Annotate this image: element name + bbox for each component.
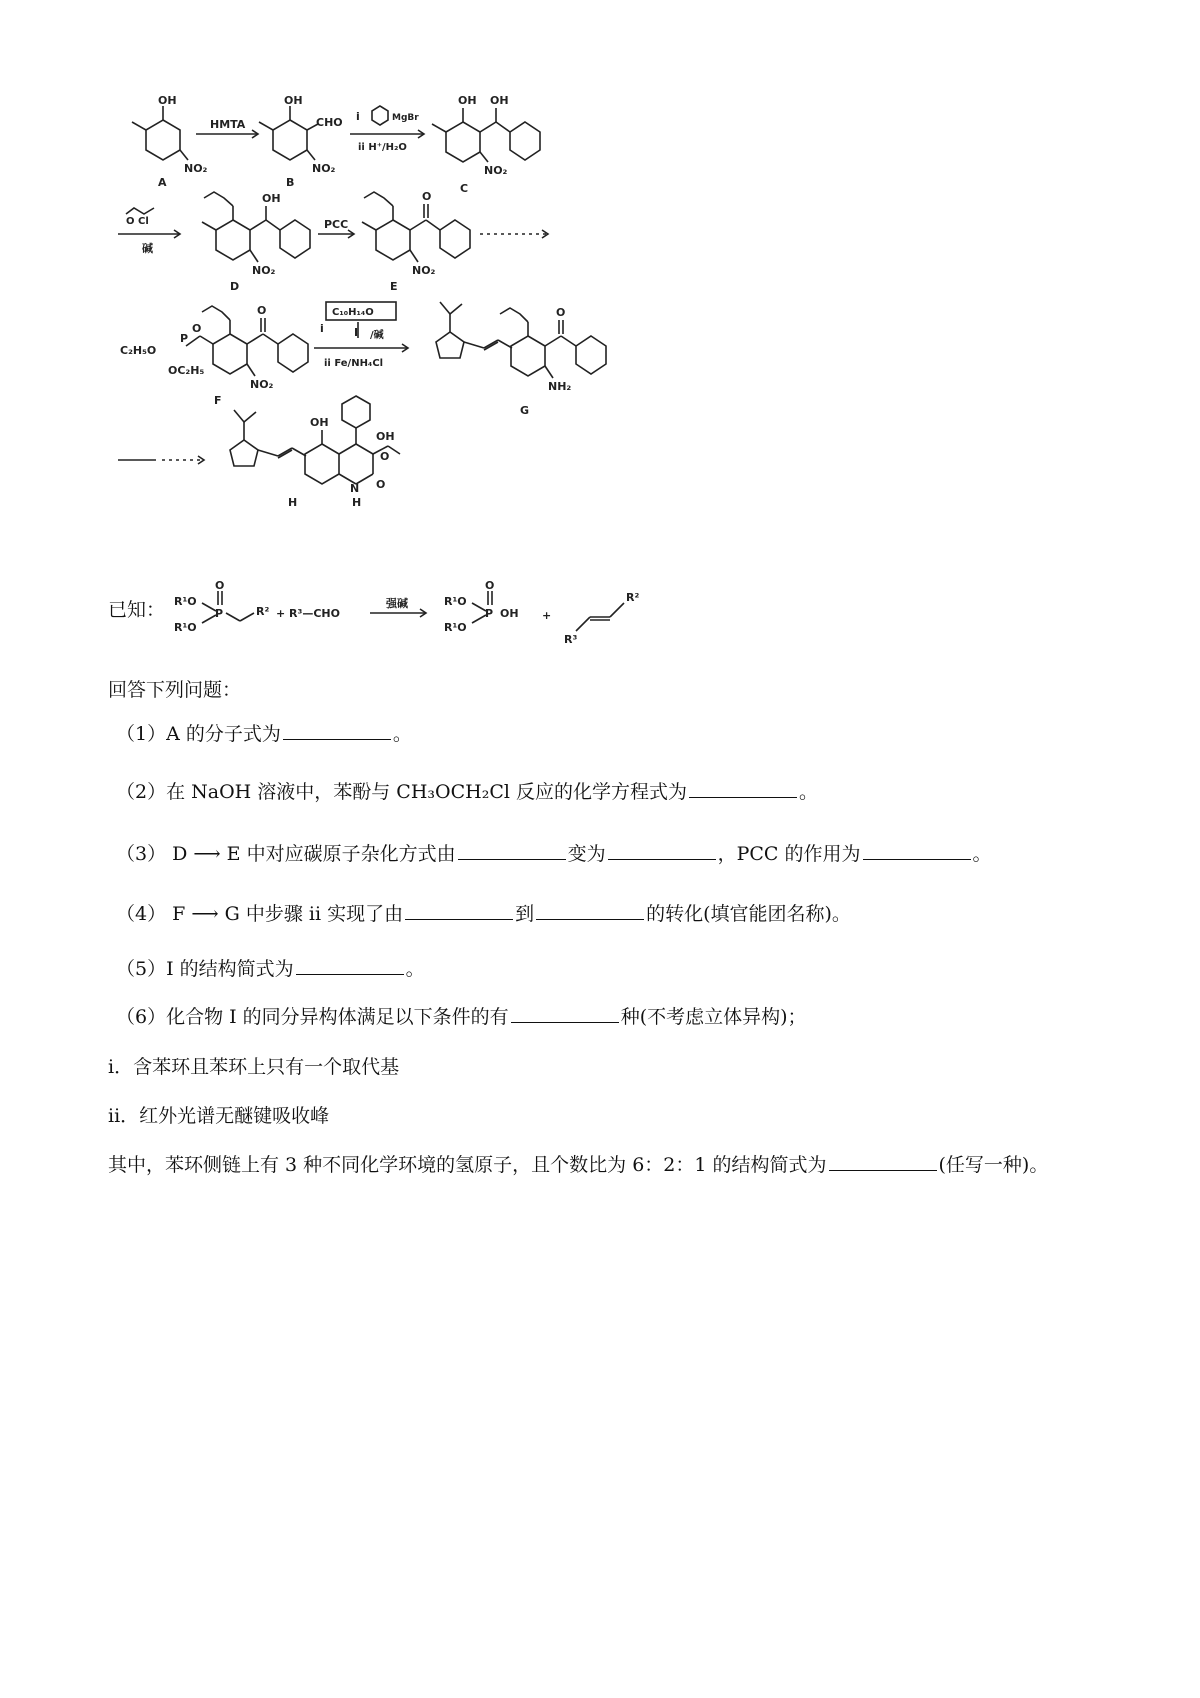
question-3 <box>116 840 992 868</box>
compound-a-label: A <box>158 176 167 189</box>
o-label-e: O <box>422 190 432 203</box>
question-4-text-b: 到 <box>515 903 535 925</box>
question-2 <box>116 778 818 806</box>
compound-g-label: G <box>520 404 530 417</box>
known-aldehyde: + R³—CHO <box>276 607 340 620</box>
answer-blank-2[interactable] <box>689 779 797 798</box>
n-label-h: N <box>350 482 360 495</box>
reagent-base-fg: /碱 <box>370 330 384 341</box>
compound-c-label: C <box>460 182 469 195</box>
answer-blank-3b[interactable] <box>608 841 716 860</box>
oc2h5-label-f: OC₂H₅ <box>168 364 205 377</box>
question-3-end: 。 <box>972 843 992 865</box>
carbonyl-o-label-h: O <box>376 478 386 491</box>
no2-label-a: NO₂ <box>184 162 208 175</box>
oh-label-h1: OH <box>310 416 329 429</box>
reagent-mom-cl: O Cl <box>126 216 149 227</box>
oh-label-h2: OH <box>376 430 395 443</box>
reagent-base: 碱 <box>142 242 153 255</box>
synthesis-route-figure <box>118 92 678 562</box>
reaction-scheme <box>118 92 678 562</box>
known-reaction-figure <box>160 575 660 655</box>
c2h5o-label-f: C₂H₅O <box>120 344 157 357</box>
known-alkene-r3: R³ <box>564 633 578 646</box>
compound-d-label: D <box>230 280 240 293</box>
question-1-text: （1）A 的分子式为 <box>116 723 281 745</box>
ketone-o-label-f: O <box>257 304 267 317</box>
reagent-c10h14o: C₁₀H₁₄O <box>332 307 374 318</box>
known-product-r1o-bottom: R¹O <box>444 621 467 634</box>
p-label-f: P <box>180 332 189 345</box>
reagent-acid-water: ii H⁺/H₂O <box>358 142 407 153</box>
question-3-text-b: 变为 <box>567 843 606 865</box>
ketone-o-label-g: O <box>556 306 566 319</box>
no2-label-b: NO₂ <box>312 162 336 175</box>
known-product-oh: OH <box>500 607 519 620</box>
question-5-end: 。 <box>405 958 425 980</box>
no2-label-f: NO₂ <box>250 378 274 391</box>
answer-blank-4a[interactable] <box>405 901 513 920</box>
question-5 <box>116 955 425 983</box>
known-product-o: O <box>485 579 495 592</box>
known-alkene-r2: R² <box>626 591 640 604</box>
question-1 <box>116 720 412 748</box>
no2-label-d: NO₂ <box>252 264 276 277</box>
no2-label-c: NO₂ <box>484 164 508 177</box>
answer-blank-4b[interactable] <box>536 901 644 920</box>
question-final <box>108 1151 1048 1179</box>
question-6-end: 种(不考虑立体异构)； <box>620 1006 807 1028</box>
known-o: O <box>215 579 225 592</box>
no2-label-e: NO₂ <box>412 264 436 277</box>
o-label-h: O <box>380 450 390 463</box>
known-r1o-bottom: R¹O <box>174 621 197 634</box>
question-1-end: 。 <box>392 723 412 745</box>
answer-blank-final[interactable] <box>829 1152 937 1171</box>
known-reaction <box>108 575 668 655</box>
questions-intro: 回答下列问题： <box>108 679 242 701</box>
known-plus: + <box>542 609 552 622</box>
question-final-text: 其中，苯环侧链上有 3 种不同化学环境的氢原子，且个数比为 6：2：1 的结构简式为 <box>108 1154 827 1176</box>
known-product-p: P <box>485 607 494 620</box>
question-4-end: 的转化(填官能团名称)。 <box>646 903 851 925</box>
answer-blank-6[interactable] <box>511 1004 619 1023</box>
oh-label-c2: OH <box>490 94 509 107</box>
question-2-text: （2）在 NaOH 溶液中，苯酚与 CH₃OCH₂Cl 反应的化学方程式为 <box>116 781 687 803</box>
known-product-r1o-top: R¹O <box>444 595 467 608</box>
answer-blank-1[interactable] <box>283 721 391 740</box>
known-p: P <box>215 607 224 620</box>
question-2-end: 。 <box>799 781 819 803</box>
question-5-text: （5）I 的结构简式为 <box>116 958 294 980</box>
condition-ii: ii．红外光谱无醚键吸收峰 <box>108 1105 330 1127</box>
question-3-text-a: （3） D ⟶ E 中对应碳原子杂化方式由 <box>116 843 456 865</box>
reagent-I: I <box>354 326 359 339</box>
reagent-fe-nh4cl: ii Fe/NH₄Cl <box>324 358 384 369</box>
question-final-end: (任写一种)。 <box>938 1154 1049 1176</box>
reagent-step-i: i <box>320 322 324 335</box>
known-label: 已知： <box>108 599 166 621</box>
cho-label-b: CHO <box>316 116 343 129</box>
oh-label-a: OH <box>158 94 177 107</box>
answer-blank-3c[interactable] <box>863 841 971 860</box>
question-3-text-c: ，PCC 的作用为 <box>717 843 861 865</box>
reagent-i-label: i <box>356 110 360 123</box>
reagent-mgbr: MgBr <box>392 113 419 123</box>
nh2-label-g: NH₂ <box>548 380 572 393</box>
o-label-f: O <box>192 322 202 335</box>
oh-label-c1: OH <box>458 94 477 107</box>
oh-label-d: OH <box>262 192 281 205</box>
answer-blank-3a[interactable] <box>458 841 566 860</box>
question-4-text-a: （4） F ⟶ G 中步骤 ii 实现了由 <box>116 903 404 925</box>
compound-f-label: F <box>214 394 222 407</box>
compound-b-label: B <box>286 176 295 189</box>
compound-e-label: E <box>390 280 398 293</box>
known-r1o-top: R¹O <box>174 595 197 608</box>
oh-label-b: OH <box>284 94 303 107</box>
question-4 <box>116 900 851 928</box>
known-r2: R² <box>256 605 270 618</box>
reagent-pcc: PCC <box>324 218 349 231</box>
reagent-hmta: HMTA <box>210 118 246 131</box>
question-6 <box>116 1003 807 1031</box>
condition-i: i．含苯环且苯环上只有一个取代基 <box>108 1056 400 1078</box>
nh-h-label-h: H <box>352 496 362 509</box>
known-condition: 强碱 <box>386 597 408 610</box>
question-6-text: （6）化合物 I 的同分异构体满足以下条件的有 <box>116 1006 509 1028</box>
compound-h-label: H <box>288 496 298 509</box>
answer-blank-5[interactable] <box>296 956 404 975</box>
